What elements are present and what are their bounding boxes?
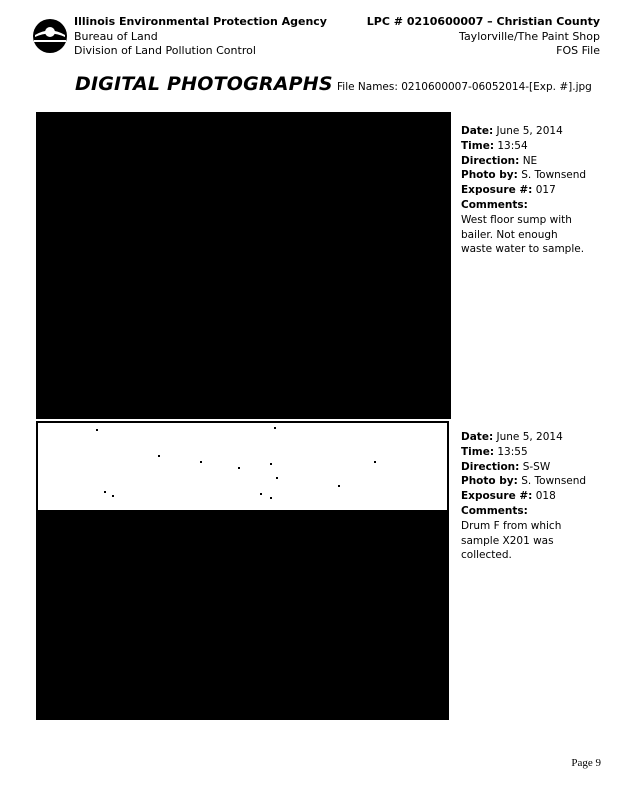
date-value: June 5, 2014 [496,431,563,443]
exposure-row [461,183,586,198]
bureau-name: Bureau of Land [74,29,158,43]
site-info-block [367,15,600,59]
date-row [461,124,586,139]
date-label: Date: [461,125,494,137]
date-row [461,430,586,445]
time-value: 13:54 [497,139,528,152]
comment-line: West floor sump with [461,213,572,226]
site-name: Taylorville/The Paint Shop [459,29,600,43]
time-value: 13:55 [497,445,528,458]
photo-exposure-018 [36,421,449,720]
date-label: Date: [461,431,494,443]
direction-value: S-SW [522,460,551,473]
agency-block [74,15,327,59]
photo-by-value: S. Townsend [521,475,587,488]
photo-exposure-017 [36,112,451,419]
exposure-label: Exposure #: [461,490,533,503]
date-value: June 5, 2014 [496,125,563,137]
photo-by-label: Photo by: [461,169,518,182]
direction-label: Direction: [461,460,520,473]
photo-by-value: S. Townsend [521,169,587,182]
exposure-row [461,489,586,504]
page-number: Page 9 [571,757,601,769]
comments-label: Comments: [461,198,528,211]
comment-line: waste water to sample. [461,243,585,256]
time-row [461,445,586,460]
direction-label: Direction: [461,154,520,167]
comments-label: Comments: [461,504,528,517]
time-label: Time: [461,445,495,458]
comment-line: Drum F from which [461,519,562,532]
photo-by-label: Photo by: [461,475,518,488]
lpc-number: LPC # 0210600007 – Christian County [366,15,600,28]
comment-line: sample X201 was [461,534,554,547]
photo-overexposed-band [38,423,447,510]
comment-line: bailer. Not enough [461,228,558,241]
file-type: FOS File [556,44,600,57]
direction-row [461,154,586,169]
comment-line: collected. [461,549,512,562]
exposure-label: Exposure #: [461,184,533,197]
document-title: DIGITAL PHOTOGRAPHS [75,73,333,95]
direction-value: NE [522,154,538,167]
agency-name: Illinois Environmental Protection Agency [74,15,327,28]
photo-metadata-1 [461,124,586,257]
time-row [461,139,586,154]
file-names-label: File Names: 0210600007-06052014-[Exp. #].jpg [337,81,592,93]
photo-by-row [461,474,586,489]
photo-metadata-2 [461,430,586,563]
exposure-value: 018 [535,490,556,503]
exposure-value: 017 [535,184,556,197]
agency-logo-icon [32,18,68,54]
photo-by-row [461,168,586,183]
time-label: Time: [461,139,495,152]
direction-row [461,460,586,475]
division-name: Division of Land Pollution Control [74,44,256,57]
